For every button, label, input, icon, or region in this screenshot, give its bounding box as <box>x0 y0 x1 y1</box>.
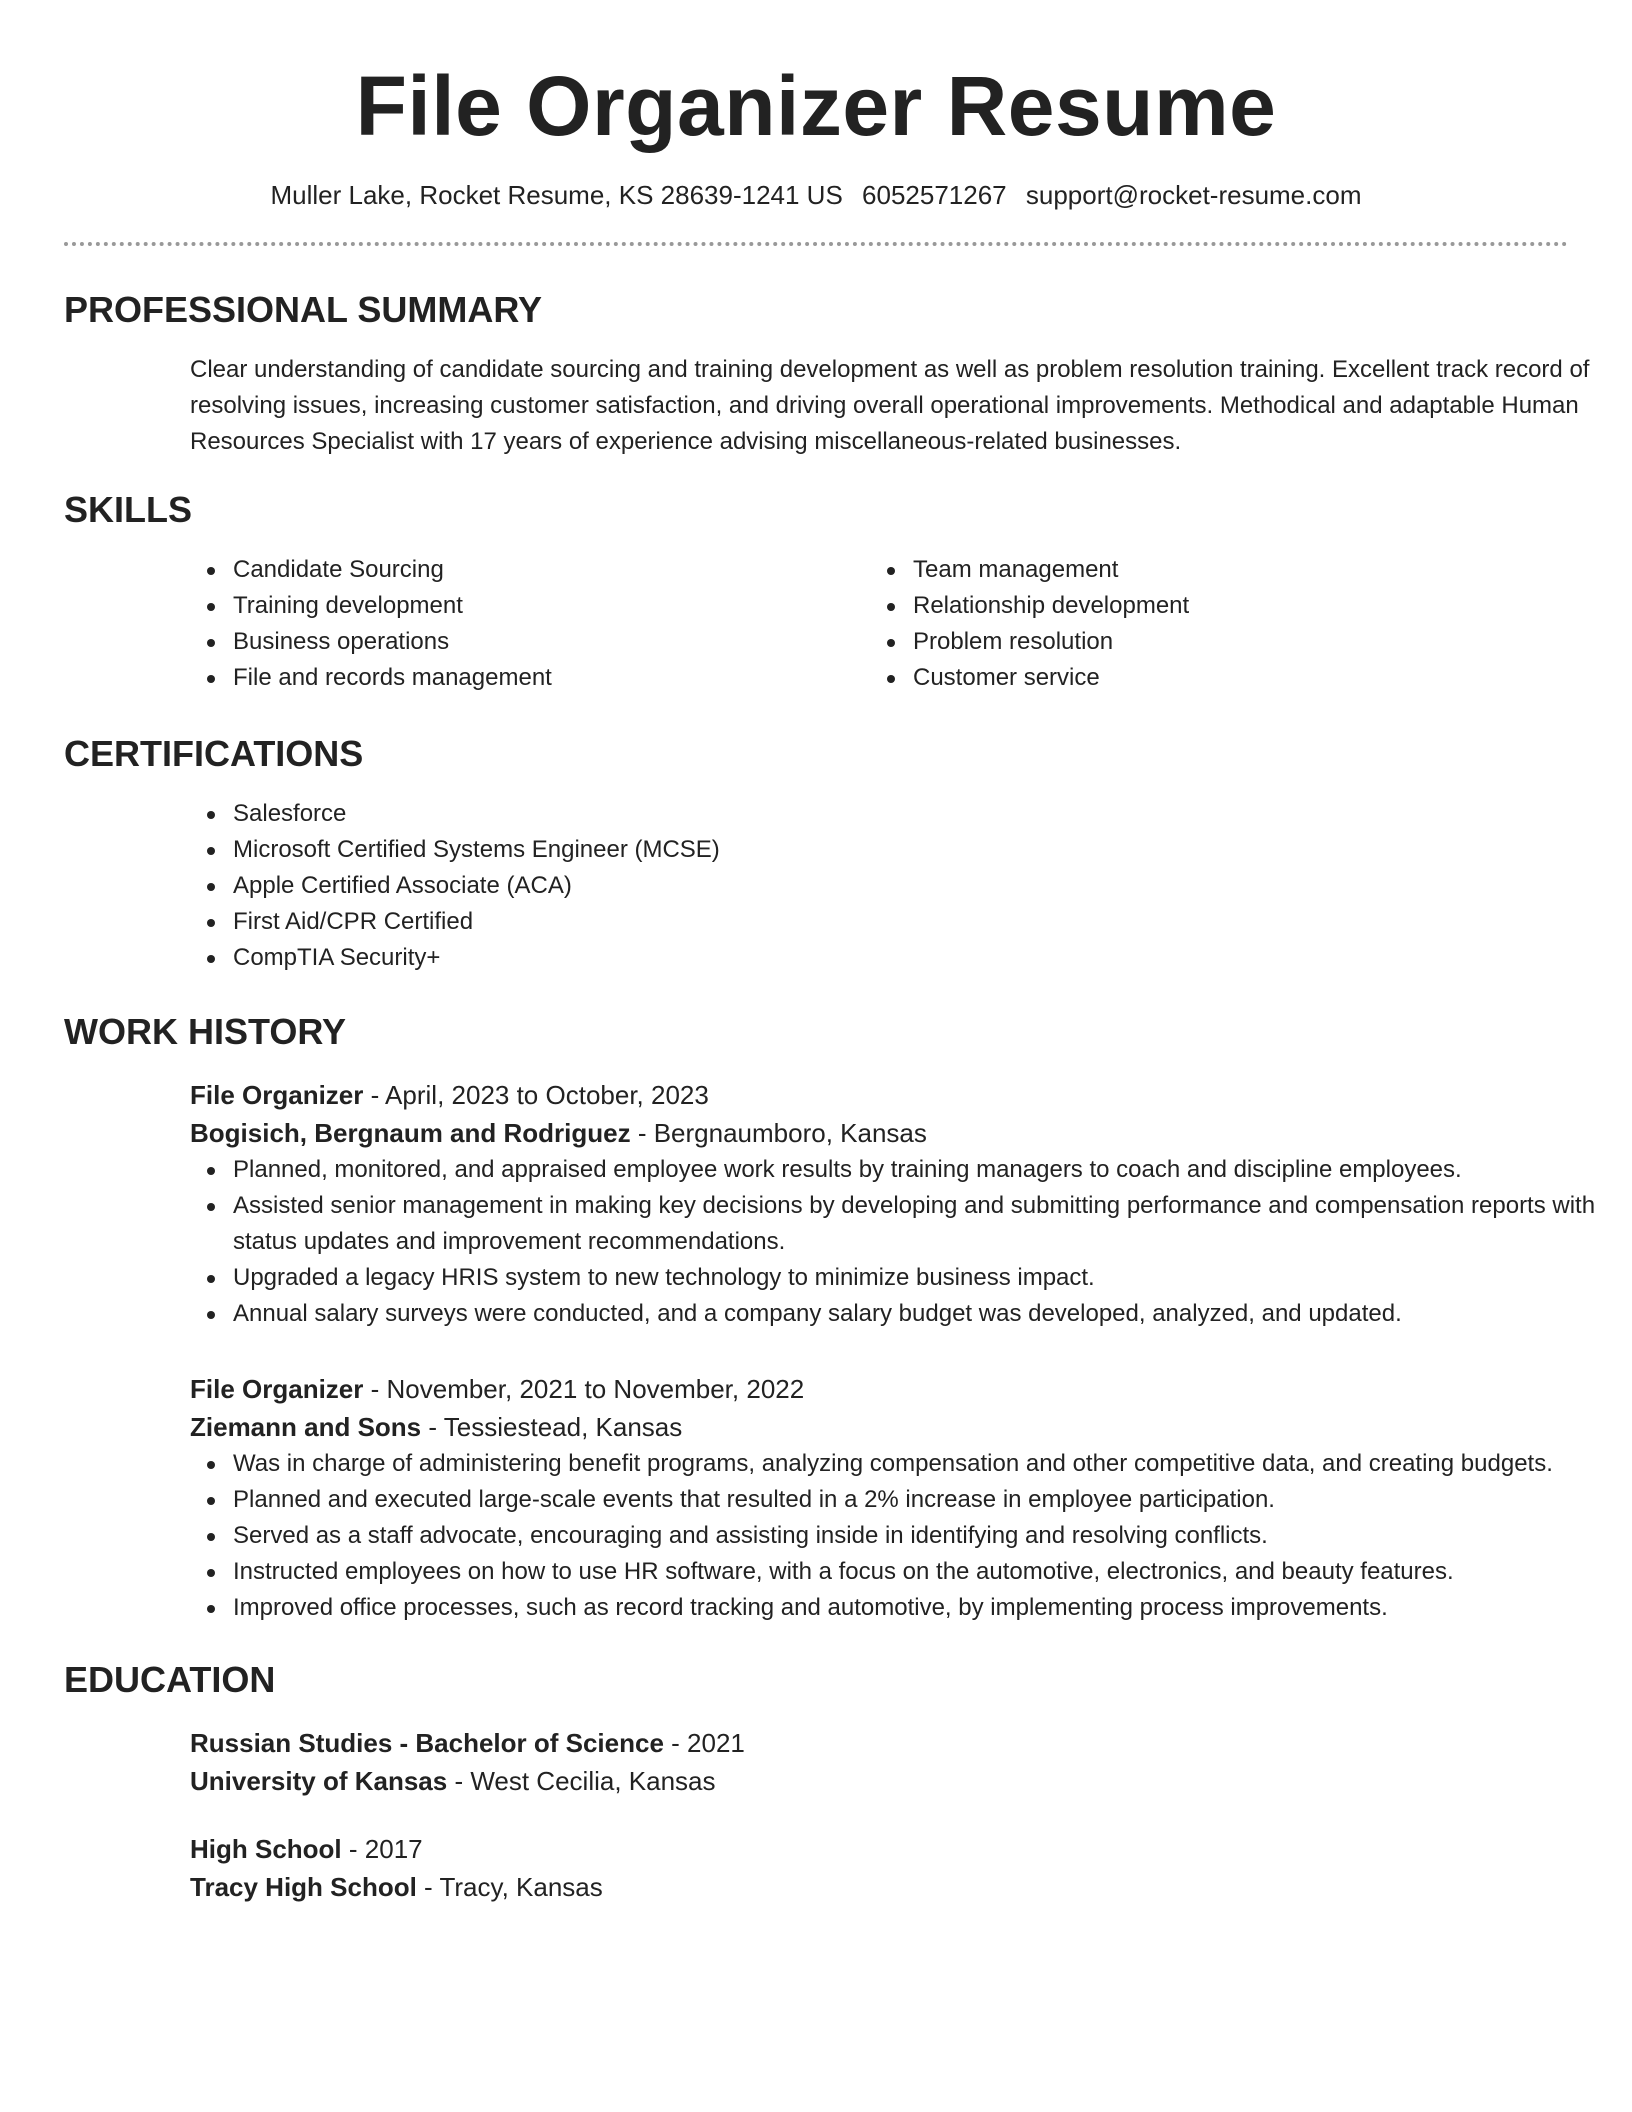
education-school: Tracy High School <box>190 1872 417 1902</box>
job-duty: Assisted senior management in making key decisions by developing and submitting performance and compensation reports with status updates and improvement recommendations. <box>190 1188 1622 1260</box>
skill-item: Relationship development <box>870 588 1550 624</box>
header-divider <box>64 242 1568 246</box>
resume-title: File Organizer Resume <box>355 59 1277 153</box>
skill-item: File and records management <box>190 660 870 696</box>
job-company-line <box>190 1408 1622 1446</box>
contact-phone: 6052571267 <box>862 180 1007 210</box>
skill-item: Team management <box>870 552 1550 588</box>
skills-heading: SKILLS <box>64 489 193 530</box>
skill-item: Candidate Sourcing <box>190 552 870 588</box>
job-duty: Was in charge of administering benefit programs, analyzing compensation and other competitive data, and creating budgets. <box>190 1446 1622 1482</box>
summary-text: Clear understanding of candidate sourcing and training development as well as problem resolution training. Excellent track record of resolving issues, increasing customer satisfaction, and driving overall operational improvements. Methodical and adaptable Human Resources Specialist with 17 years of experience advising miscellaneous-related businesses. <box>190 356 1590 455</box>
skills-list-left <box>190 552 870 696</box>
certifications-block <box>190 796 1568 976</box>
job-title: File Organizer <box>190 1080 364 1110</box>
contact-line <box>64 178 1568 212</box>
job-company: Ziemann and Sons <box>190 1412 422 1442</box>
education-degree-line <box>190 1724 1568 1762</box>
education-school-line <box>190 1762 1568 1800</box>
job-duty: Planned, monitored, and appraised employee work results by training managers to coach and discipline employees. <box>190 1152 1622 1188</box>
skills-column-left <box>190 552 870 696</box>
certification-item: CompTIA Security+ <box>190 940 1568 976</box>
job-duty: Instructed employees on how to use HR software, with a focus on the automotive, electronics, and beauty features. <box>190 1554 1622 1590</box>
job-title-line <box>190 1076 1622 1114</box>
job-duty: Planned and executed large-scale events that resulted in a 2% increase in employee participation. <box>190 1482 1622 1518</box>
certifications-list <box>190 796 1568 976</box>
job-entry <box>190 1076 1622 1332</box>
education-heading: EDUCATION <box>64 1659 276 1700</box>
job-dates: - April, 2023 to October, 2023 <box>363 1080 709 1110</box>
job-company: Bogisich, Bergnaum and Rodriguez <box>190 1118 631 1148</box>
certification-item: Apple Certified Associate (ACA) <box>190 868 1568 904</box>
work-history-heading: WORK HISTORY <box>64 1011 347 1052</box>
skills-list-right <box>870 552 1550 696</box>
skills-grid <box>190 552 1622 696</box>
contact-email: support@rocket-resume.com <box>1025 180 1362 210</box>
job-entry <box>190 1370 1622 1626</box>
skill-item: Problem resolution <box>870 624 1550 660</box>
job-location: - Bergnaumboro, Kansas <box>630 1118 927 1148</box>
summary-heading: PROFESSIONAL SUMMARY <box>64 289 543 330</box>
education-degree: Russian Studies - Bachelor of Science <box>190 1728 664 1758</box>
skill-item: Training development <box>190 588 870 624</box>
job-duty: Improved office processes, such as record tracking and automotive, by implementing process improvements. <box>190 1590 1622 1626</box>
education-location: - Tracy, Kansas <box>416 1872 603 1902</box>
education-entry <box>190 1724 1568 1800</box>
education-degree-line <box>190 1830 1568 1868</box>
education-location: - West Cecilia, Kansas <box>447 1766 716 1796</box>
education-degree: High School <box>190 1834 342 1864</box>
skills-column-right <box>870 552 1550 696</box>
skill-item: Business operations <box>190 624 870 660</box>
job-duty: Upgraded a legacy HRIS system to new technology to minimize business impact. <box>190 1260 1622 1296</box>
contact-address: Muller Lake, Rocket Resume, KS 28639-1241 US <box>270 180 843 210</box>
job-duties-list <box>190 1446 1622 1626</box>
job-dates: - November, 2021 to November, 2022 <box>363 1374 805 1404</box>
skill-item: Customer service <box>870 660 1550 696</box>
job-title: File Organizer <box>190 1374 364 1404</box>
job-company-line <box>190 1114 1622 1152</box>
education-entry <box>190 1830 1568 1906</box>
job-duties-list <box>190 1152 1622 1332</box>
certification-item: Salesforce <box>190 796 1568 832</box>
education-school: University of Kansas <box>190 1766 448 1796</box>
education-school-line <box>190 1868 1568 1906</box>
education-year: - 2017 <box>341 1834 423 1864</box>
certification-item: First Aid/CPR Certified <box>190 904 1568 940</box>
job-location: - Tessiestead, Kansas <box>421 1412 683 1442</box>
job-duty: Annual salary surveys were conducted, and a company salary budget was developed, analyzed, and updated. <box>190 1296 1622 1332</box>
certifications-heading: CERTIFICATIONS <box>64 733 364 774</box>
education-year: - 2021 <box>663 1728 745 1758</box>
job-title-line <box>190 1370 1622 1408</box>
job-duty: Served as a staff advocate, encouraging and assisting inside in identifying and resolving conflicts. <box>190 1518 1622 1554</box>
certification-item: Microsoft Certified Systems Engineer (MCSE) <box>190 832 1568 868</box>
